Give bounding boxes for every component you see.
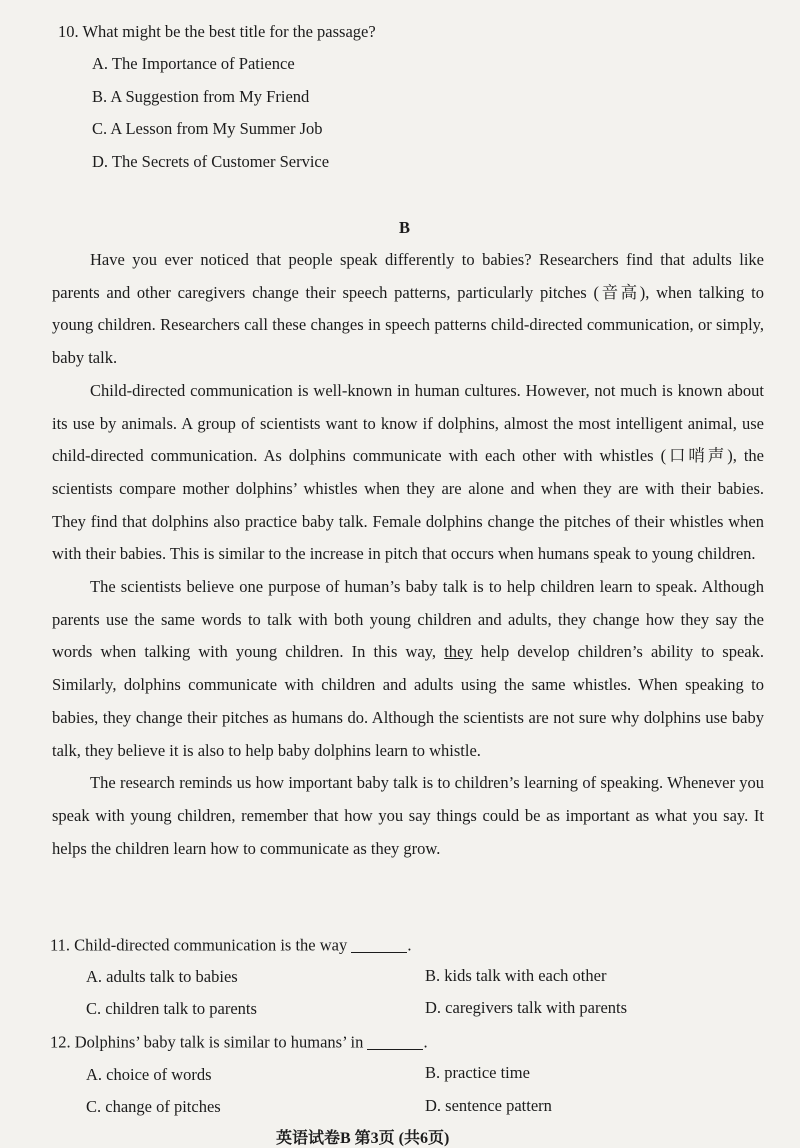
question-11-option-d: D. caregivers talk with parents — [425, 998, 628, 1017]
question-12-stem: 12. Dolphins’ baby talk is similar to humans’ in — [50, 1032, 364, 1052]
answer-blank — [351, 935, 407, 953]
passage-paragraph-3 — [52, 571, 764, 767]
question-10-option-a: A. The Importance of Patience — [92, 54, 295, 73]
passage-paragraph-3-part-2: help develop children’s ability to speak. Similarly, dolphins communicate with children and adults using the same whistles. When speaking to babies, they change their pitches as humans do. Although the scientists are not sure why dolphins use baby talk, they believe it is also to help baby dolphins learn to whistle. — [52, 642, 764, 760]
question-12-option-a: A. choice of words — [86, 1065, 212, 1084]
question-12-end: . — [423, 1032, 428, 1052]
question-11-stem-line — [50, 935, 411, 956]
question-10-option-c: C. A Lesson from My Summer Job — [92, 119, 323, 138]
passage-paragraph-4: The research reminds us how important baby talk is to children’s learning of speaking. Whenever you speak with young children, remember that how you say things could be as important as what you say. It helps the children learn how to communicate as they grow. — [52, 773, 764, 858]
question-12-stem-line — [50, 1032, 428, 1053]
section-b-heading: B — [399, 218, 411, 237]
passage-paragraph-3-part-1: The scientists believe one purpose of human’s baby talk is to help children learn to speak. Although parents use the same words to talk with both young children and adults, they change how they say the words when talking with young children. In this way, — [52, 577, 764, 662]
question-11-stem: 11. Child-directed communication is the way — [50, 935, 348, 955]
question-12-option-b: B. practice time — [425, 1063, 530, 1082]
question-12-option-c: C. change of pitches — [86, 1097, 221, 1116]
passage-paragraph-2: Child-directed communication is well-known in human cultures. However, not much is known about its use by animals. A group of scientists want to know if dolphins, almost the most intelligent animal, use child-directed communication. As dolphins communicate with each other with whistles (口哨声), the scientists compare mother dolphins’ whistles when they are alone and when they are with their babies. They find that dolphins also practice baby talk. Female dolphins change the pitches of their whistles when with their babies. This is similar to the increase in pitch that occurs when humans speak to young children. — [52, 380, 764, 564]
question-11-option-c: C. children talk to parents — [86, 999, 257, 1018]
question-10-option-b: B. A Suggestion from My Friend — [92, 87, 310, 106]
underlined-word-they: they — [444, 642, 473, 662]
question-10-option-d: D. The Secrets of Customer Service — [92, 152, 330, 171]
question-10-stem: 10. What might be the best title for the passage? — [58, 22, 376, 41]
question-11-option-a: A. adults talk to babies — [86, 967, 238, 986]
question-12-option-d: D. sentence pattern — [425, 1096, 552, 1115]
question-11-end: . — [407, 935, 412, 955]
page-footer: 英语试卷B 第3页 (共6页) — [276, 1130, 450, 1147]
passage-paragraph-1: Have you ever noticed that people speak differently to babies? Researchers find that adults like parents and other caregivers change their speech patterns, particularly pitches (音高), when talking to young children. Researchers call these changes in speech patterns child-directed communication, or simply, baby talk. — [52, 250, 764, 368]
question-11-option-b: B. kids talk with each other — [425, 966, 607, 985]
answer-blank — [367, 1032, 423, 1050]
passage-b — [52, 244, 764, 865]
